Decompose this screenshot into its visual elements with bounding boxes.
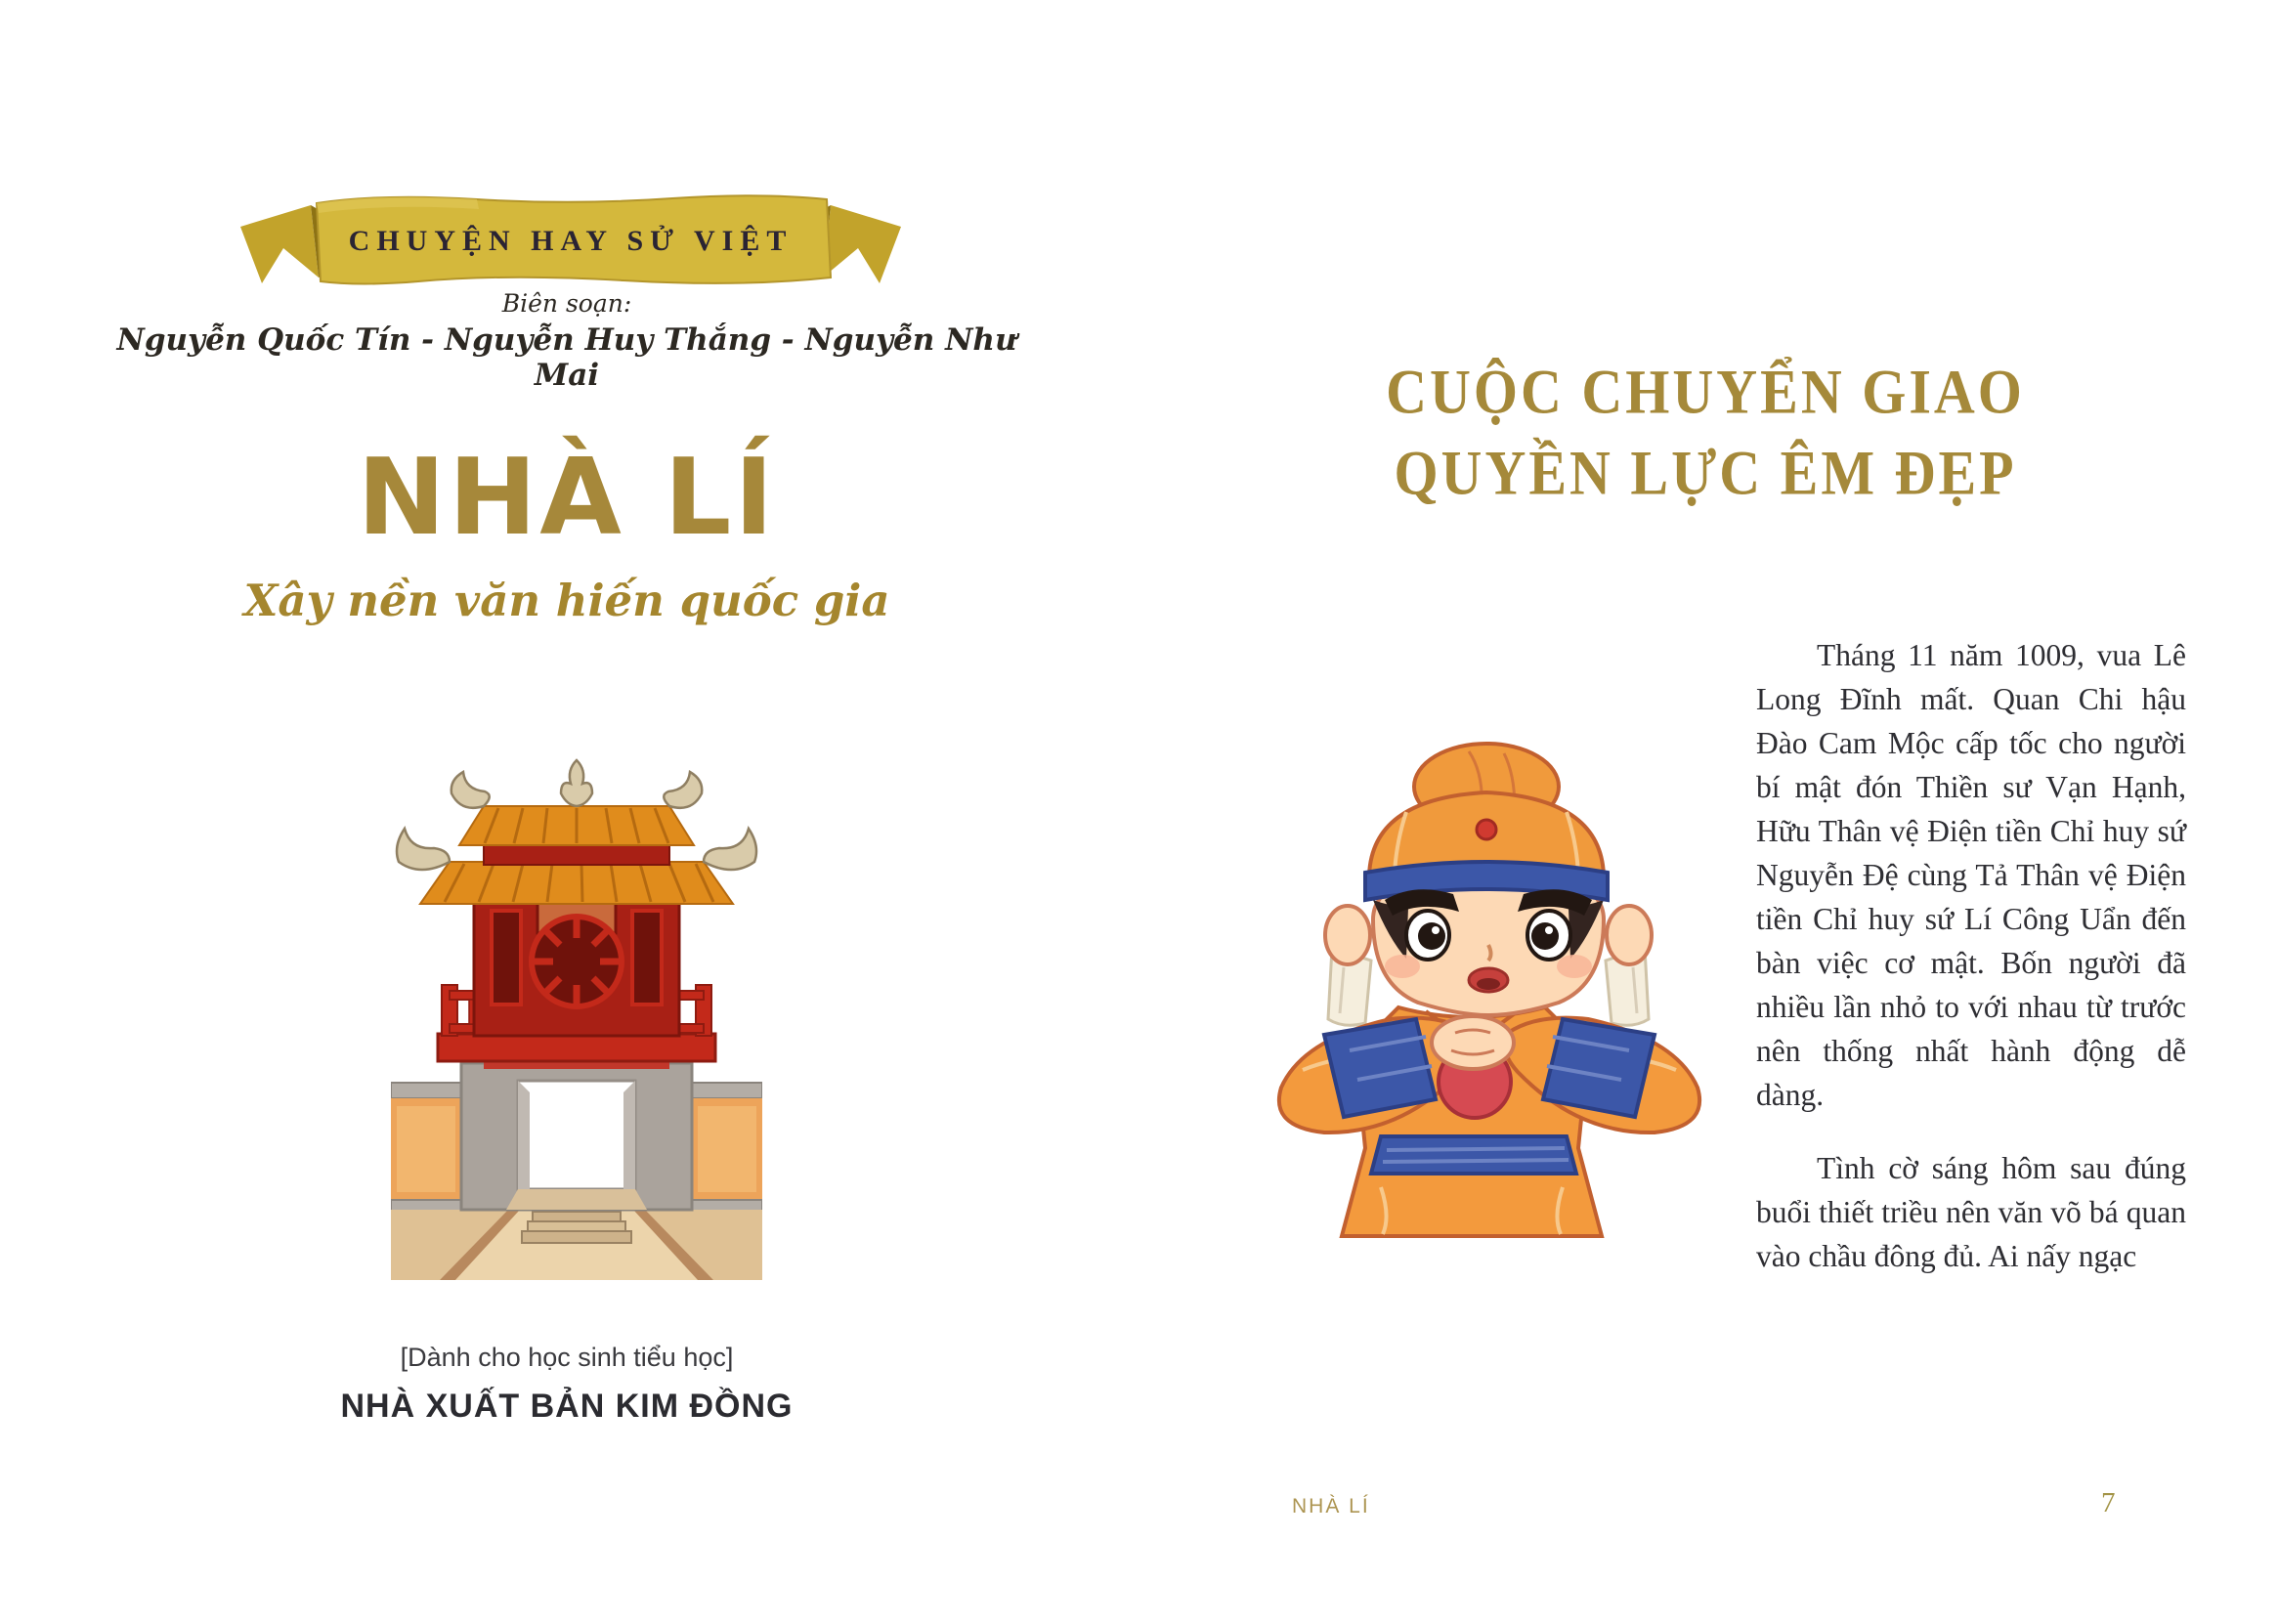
audience-note: [Dành cho học sinh tiểu học] [400,1343,734,1372]
book-subtitle: Xây nền văn hiến quốc gia [243,575,890,626]
authors-line: Nguyễn Quốc Tín - Nguyễn Huy Thắng - Nguyễn Như Mai [116,322,1017,393]
book-title: NHÀ LÍ [357,437,777,559]
publisher-name: NHÀ XUẤT BẢN KIM ĐỒNG [340,1388,794,1425]
series-ribbon [233,186,909,297]
temple-gate-illustration [391,752,762,1280]
paragraph-1: Tháng 11 năm 1009, vua Lê Long Đĩnh mất. Quan Chi hậu Đào Cam Mộc cấp tốc cho người bí mật đón Thiền sư Vạn Hạnh, Hữu Thân vệ Điện tiền Chỉ huy sứ Nguyễn Đệ cùng Tả Thân vệ Điện tiền Chỉ huy sứ Lí Công Uẩn đến bàn việc cơ mật. Bốn người đã nhiều lần nhỏ to với nhau từ trước nên thống nhất hành động dễ dàng. [1756,638,2186,1112]
chapter-title-line1: CUỘC CHUYỂN GIAO [1386,356,2025,428]
running-title: NHÀ LÍ [1292,1495,1370,1517]
series-title: CHUYỆN HAY SỬ VIỆT [348,225,794,257]
chapter-title [1226,352,2184,514]
paragraph-2: Tình cờ sáng hôm sau đúng buổi thiết triều nên văn võ bá quan vào chầu đông đủ. Ai nấy ngạc [1756,1151,2186,1273]
compiled-by-label: Biên soạn: [501,289,632,318]
body-text [1756,633,2186,1278]
page-number: 7 [2101,1487,2116,1518]
chapter-title-line2: QUYỀN LỰC ÊM ĐẸP [1394,437,2017,509]
guard-character-illustration [1234,728,1744,1334]
